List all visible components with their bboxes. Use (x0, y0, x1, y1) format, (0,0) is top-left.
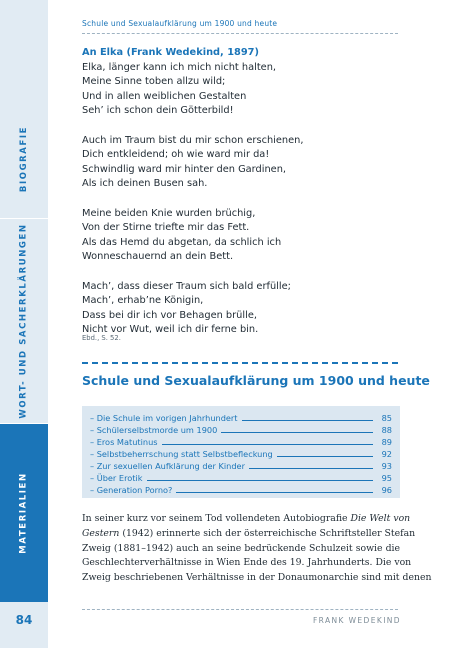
toc-entry-label: – Generation Porno? (90, 485, 173, 495)
body-line (82, 512, 411, 527)
poem (82, 46, 402, 338)
poem-line: Meine beiden Knie wurden brüchig, (82, 207, 256, 219)
poem-line: Von der Stirne triefte mir das Fett. (82, 222, 250, 234)
toc-entry-label: – Die Schule im vorigen Jahrhundert (90, 413, 238, 423)
poem-line: Dich entkleidend; oh wie ward mir da! (82, 149, 270, 161)
toc-leader-line (242, 419, 373, 421)
toc-entry[interactable] (90, 448, 392, 459)
poem-stanza (82, 280, 402, 338)
poem-line: Auch im Traum bist du mir schon erschienen, (82, 134, 304, 146)
body-line: Zweig (1881–1942) auch an seine bedrückende Schulzeit sowie die (82, 542, 400, 554)
toc-entry-page: 96 (381, 485, 392, 495)
book-title-italic: Die Welt von (350, 513, 411, 524)
poem-line: Dass bei dir ich vor Behagen brülle, (82, 309, 257, 321)
toc-leader-line (249, 467, 373, 469)
poem-line: Meine Sinne toben allzu wild; (82, 76, 226, 88)
poem-line: Als ich deinen Busen sah. (82, 178, 208, 190)
sidebar-tab-label: WORT- UND SACHERKLÄRUNGEN (19, 223, 29, 419)
poem-line: Wonneschauernd an dein Bett. (82, 251, 234, 263)
toc-leader-line (277, 455, 373, 457)
poem-title: An Elka (Frank Wedekind, 1897) (82, 47, 259, 58)
poem-line: Elka, länger kann ich mich nicht halten, (82, 61, 277, 73)
section-divider (82, 362, 398, 364)
body-text-run: In seiner kurz vor seinem Tod vollendeten Autobiografie (82, 513, 351, 524)
sidebar-tab-biografie[interactable] (0, 100, 48, 218)
toc-entry-label: – Selbstbeherrschung statt Selbstbefleckung (90, 449, 273, 459)
toc-entry-page: 92 (381, 449, 392, 459)
toc-leader-line (162, 443, 373, 445)
poem-line: Mach’, dass dieser Traum sich bald erfülle; (82, 280, 291, 292)
book-title-italic: Gestern (82, 527, 120, 539)
toc-entry[interactable] (90, 460, 392, 471)
poem-line: Und in allen weiblichen Gestalten (82, 90, 247, 102)
poem-line: Nicht vor Wut, weil ich dir ferne bin. (82, 324, 259, 336)
poem-line: Schwindlig ward mir hinter den Gardinen, (82, 163, 287, 175)
sidebar-tab-label: MATERIALIEN (19, 472, 29, 554)
poem-line: Seh’ ich schon dein Götterbild! (82, 105, 234, 117)
header-divider (82, 33, 398, 34)
body-line (82, 527, 416, 542)
sidebar-tab-label: BIOGRAFIE (19, 125, 29, 193)
toc-entry-label: – Eros Matutinus (90, 437, 158, 447)
section-heading: Schule und Sexualaufklärung um 1900 und heute (82, 373, 430, 388)
toc-entry-page: 95 (381, 473, 392, 483)
body-line: Zweig beschriebenen Verhältnisse in der Donaumonarchie sind mit denen (82, 572, 432, 584)
poem-source: Ebd., S. 52. (82, 334, 121, 342)
section-toc (82, 406, 400, 498)
poem-stanza (82, 207, 402, 265)
footer-author: FRANK WEDEKIND (312, 616, 401, 625)
toc-entry-page: 89 (381, 437, 392, 447)
body-paragraph (82, 512, 432, 586)
toc-entry[interactable] (90, 436, 392, 447)
page-number: 84 (15, 613, 33, 627)
sidebar-tab-materialien[interactable] (0, 424, 48, 602)
toc-leader-line (147, 479, 374, 481)
toc-entry-label: – Schülerselbstmorde um 1900 (90, 425, 218, 435)
toc-entry-page: 85 (381, 413, 392, 423)
toc-entry-label: – Zur sexuellen Aufklärung der Kinder (90, 461, 245, 471)
body-text-run: (1942) erinnerte sich der österreichische Schriftsteller Stefan (119, 527, 416, 539)
body-line: Geschlechterverhältnisse in Wien Ende des 19. Jahrhunderts. Die von (82, 557, 412, 569)
toc-leader-line (176, 491, 373, 493)
poem-line: Als das Hemd du abgetan, da schlich ich (82, 236, 282, 248)
footer-divider (82, 609, 398, 610)
toc-leader-line (221, 431, 373, 433)
poem-stanza (82, 61, 402, 119)
sidebar-tab-wort-und-sacherklaerungen[interactable] (0, 219, 48, 423)
poem-stanza (82, 134, 402, 192)
poem-line: Mach’, erhab’ne Königin, (82, 295, 204, 307)
toc-entry[interactable] (90, 484, 392, 495)
toc-entry-label: – Über Erotik (90, 473, 143, 483)
toc-entry[interactable] (90, 424, 392, 435)
running-head: Schule und Sexualaufklärung um 1900 und heute (82, 19, 278, 28)
toc-entry-page: 88 (381, 425, 392, 435)
toc-entry[interactable] (90, 472, 392, 483)
chapter-sidebar (0, 0, 48, 648)
toc-entry[interactable] (90, 412, 392, 423)
toc-entry-page: 93 (381, 461, 392, 471)
